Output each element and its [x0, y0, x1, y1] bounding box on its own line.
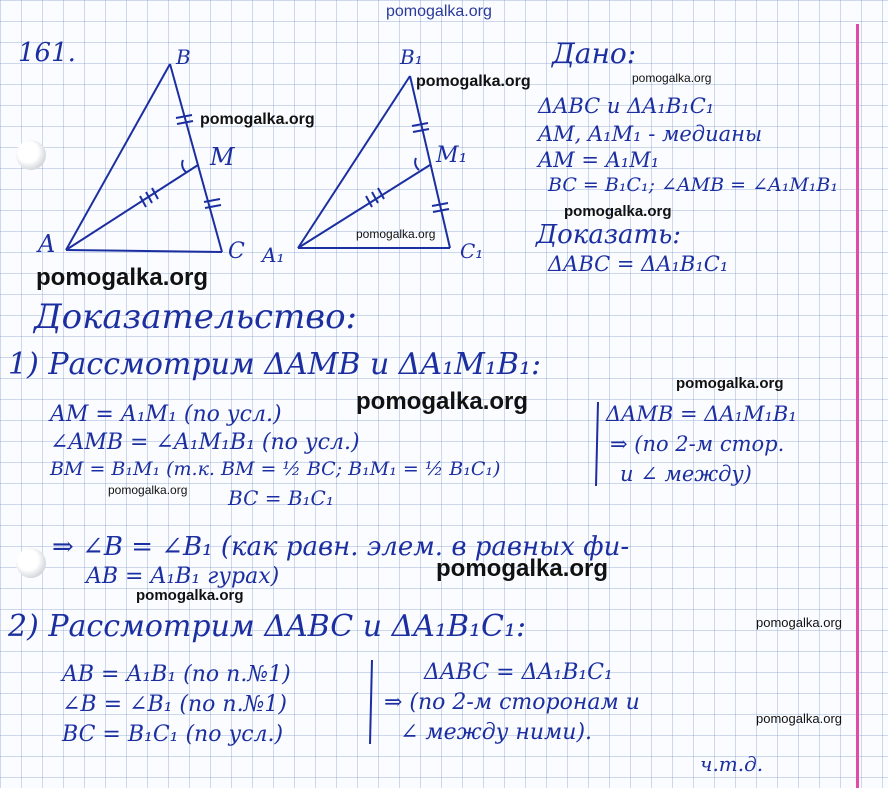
prove-heading: Доказать: — [536, 220, 682, 250]
conclusion-line-1: ⇒ ∠B = ∠B₁ (как равн. элем. в равных фи- — [52, 532, 630, 562]
watermark-header: pomogalka.org — [386, 3, 492, 20]
proof-heading: Доказательство: — [34, 297, 358, 337]
vertex-a: A — [38, 230, 56, 258]
watermark: pomogalka.org — [564, 203, 672, 220]
given-line-4: BC = B₁C₁; ∠AMB = ∠A₁M₁B₁ — [548, 174, 838, 196]
step-1-line-4: BC = B₁C₁ — [228, 486, 334, 510]
step-2-reason-2: ∠ между ними). — [400, 720, 593, 745]
step-2-line-3: BC = B₁C₁ (по усл.) — [62, 722, 284, 747]
qed: ч.т.д. — [700, 752, 764, 776]
watermark: pomogalka.org — [356, 388, 529, 415]
step-1-title: 1) Рассмотрим ΔAMB и ΔA₁M₁B₁: — [8, 347, 542, 382]
point-m1: M₁ — [436, 143, 468, 168]
watermark: pomogalka.org — [356, 227, 436, 241]
step-2-result: ΔABC = ΔA₁B₁C₁ — [424, 660, 613, 685]
step-2-line-2: ∠B = ∠B₁ (по п.№1) — [62, 692, 287, 717]
vertex-b1: B₁ — [400, 45, 423, 69]
watermark: pomogalka.org — [36, 264, 209, 291]
vertex-c1: C₁ — [460, 239, 484, 263]
step-1-reason-2: и ∠ между) — [620, 462, 752, 486]
vertex-a1: A₁ — [262, 243, 285, 267]
step-2-title: 2) Рассмотрим ΔABC и ΔA₁B₁C₁: — [8, 609, 527, 644]
given-heading: Дано: — [552, 37, 637, 70]
problem-number: 161. — [18, 38, 76, 68]
step-1-line-3: BM = B₁M₁ (т.к. BM = ½ BC; B₁M₁ = ½ B₁C₁) — [50, 458, 501, 480]
watermark: pomogalka.org — [632, 71, 712, 85]
vertex-b: B — [176, 45, 191, 69]
given-line-3: AM = A₁M₁ — [538, 148, 660, 172]
watermark: pomogalka.org — [200, 111, 315, 128]
step-1-line-2: ∠AMB = ∠A₁M₁B₁ (по усл.) — [50, 430, 360, 455]
watermark: pomogalka.org — [756, 615, 842, 630]
watermark: pomogalka.org — [676, 375, 784, 392]
conclusion-line-2: AB = A₁B₁ гурах) — [86, 564, 280, 589]
point-m: M — [210, 143, 235, 171]
watermark: pomogalka.org — [756, 711, 842, 726]
step-1-line-1: AM = A₁M₁ (по усл.) — [50, 402, 282, 427]
watermark: pomogalka.org — [416, 73, 531, 90]
step-2-line-1: AB = A₁B₁ (по п.№1) — [62, 662, 291, 687]
watermark: pomogalka.org — [136, 587, 244, 604]
step-1-reason-1: ⇒ (по 2-м стор. — [610, 432, 785, 456]
step-2-reason-1: ⇒ (по 2-м сторонам и — [384, 690, 640, 715]
watermark: pomogalka.org — [108, 483, 188, 497]
prove-line: ΔABC = ΔA₁B₁C₁ — [548, 252, 729, 276]
given-line-2: AM, A₁M₁ - медианы — [538, 122, 763, 146]
watermark: pomogalka.org — [436, 555, 609, 582]
given-line-1: ΔABC и ΔA₁B₁C₁ — [538, 94, 715, 118]
step-1-result: ΔAMB = ΔA₁M₁B₁ — [606, 402, 797, 426]
vertex-c: C — [228, 239, 245, 264]
